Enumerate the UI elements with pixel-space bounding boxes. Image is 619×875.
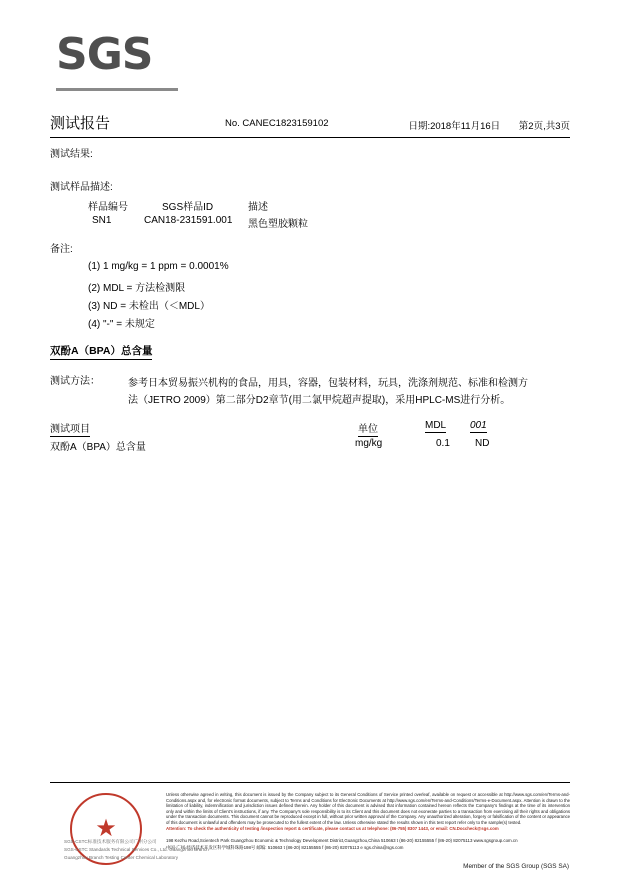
star-icon: ★ — [95, 815, 117, 842]
page-title: 测试报告 — [50, 115, 111, 132]
footer-divider — [50, 782, 570, 783]
cell-sample-no: SN1 — [92, 215, 112, 226]
col-sgs-id: SGS样品ID — [162, 202, 214, 213]
remark-item: (2) MDL = 方法检测限 — [88, 283, 186, 294]
address-cn: 中国·广州·经济技术开发区科学城科珠路198号 邮编: 510663 t (86-20) 82155555 f (86-20) 82075113 e sgs.china@sgs.com — [166, 844, 404, 850]
remark-label: 备注: — [50, 244, 73, 255]
results-label: 测试结果: — [50, 149, 93, 160]
page-number: 第2页,共3页 — [518, 121, 570, 132]
cell-unit: mg/kg — [355, 438, 383, 449]
col-sample-001: 001 — [470, 420, 487, 431]
footer-attention-text: Attention: To check the authenticity of testing /inspection report & certificate, please contact us at telephone: (86-755) 8307 1443, or email: CN.Doccheck@sgs.com — [166, 825, 499, 831]
section-heading: 双酚A（BPA）总含量 — [50, 343, 152, 360]
col-sample-no: 样品编号 — [88, 202, 128, 213]
cell-result-value: ND — [475, 438, 490, 449]
result-table-header — [50, 420, 570, 434]
company-seal — [64, 793, 209, 867]
cell-description: 黑色塑胶颗粒 — [248, 219, 308, 230]
method-text-line1: 参考日本贸易振兴机构的食品，用具，容器，包装材料，玩具，洗涤剂规范、标准和检测方 — [128, 378, 528, 389]
cell-sgs-id: CAN18-231591.001 — [144, 215, 233, 226]
remark-item: (3) ND = 未检出（＜MDL） — [88, 301, 210, 312]
remark-item: (1) 1 mg/kg = 1 ppm = 0.0001% — [88, 261, 229, 272]
report-number: No. CANEC1823159102 — [225, 118, 329, 129]
cell-test-item: 双酚A（BPA）总含量 — [50, 442, 146, 453]
seal-line-1: SGS-CSTC标准技术服务有限公司广州分公司 — [64, 839, 157, 844]
sample-description-label: 测试样品描述: — [50, 182, 113, 193]
address-en: 198 Kezhu Road,Scientech Park Guangzhou Economic & Technology Development District,Guangzhou,China 510663 t (86-20) 82155555 f (86-20) 82075113 www.sgsgroup.com.cn — [166, 838, 518, 843]
header-meta — [392, 112, 570, 132]
footer-disclaimer — [166, 792, 570, 832]
footer-disclaimer-text: Unless otherwise agreed in writing, this document is issued by the Company subject to its General Conditions of Service printed overleaf, available on request or accessible at http://www.sgs.com/en/Terms-and-Conditions.aspx and, for electronic format documents, subject to Terms and Conditions for Electronic Documents at http://www.sgs.com/en/Terms-and-Conditions/Terms-e-Document.aspx. Attention is drawn to the limitation of liability, indemnification and jurisdiction issues defined therein. Any holder of this document is advised that information contained hereon reflects the Company's findings at the time of its intervention only and within the limits of Client's instructions, if any. The Company's sole responsibility is to its Client and this document does not exonerate parties to a transaction from exercising all their rights and obligations under the transaction documents. This document cannot be reproduced except in full, without prior written approval of the Company. Any unauthorized alteration, forgery or falsification of the content or appearance of this document is unlawful and offenders may be prosecuted to the fullest extent of the law. Unless otherwise stated the results shown in this test report refer only to the sample(s) tested. — [166, 792, 570, 825]
method-text-line2: 法（JETRO 2009）第二部分D2章节(用二氯甲烷超声提取)，采用HPLC-MS进行分析。 — [128, 395, 511, 406]
footer-address — [166, 838, 570, 851]
logo-divider — [56, 88, 178, 91]
seal-line-2: SGS-CSTC Standards Technical Services Co., Ltd. Guangzhou Branch — [64, 847, 209, 852]
col-mdl: MDL — [425, 420, 447, 431]
sgs-logo-text: SGS — [56, 29, 153, 80]
report-date: 日期:2018年11月16日 — [408, 121, 501, 132]
col-description: 描述 — [248, 202, 268, 213]
remark-item: (4) "-" = 未规定 — [88, 319, 155, 330]
col-unit: 单位 — [358, 420, 378, 437]
sgs-logo — [56, 29, 176, 80]
seal-line-3: Guangzhou Branch Testing Center Chemical Laboratory — [64, 855, 179, 860]
header-divider — [50, 137, 570, 138]
footer-member-note: Member of the SGS Group (SGS SA) — [463, 863, 569, 870]
cell-mdl: 0.1 — [436, 438, 450, 449]
col-test-item: 测试项目 — [50, 420, 90, 437]
method-label: 测试方法： — [50, 376, 100, 387]
